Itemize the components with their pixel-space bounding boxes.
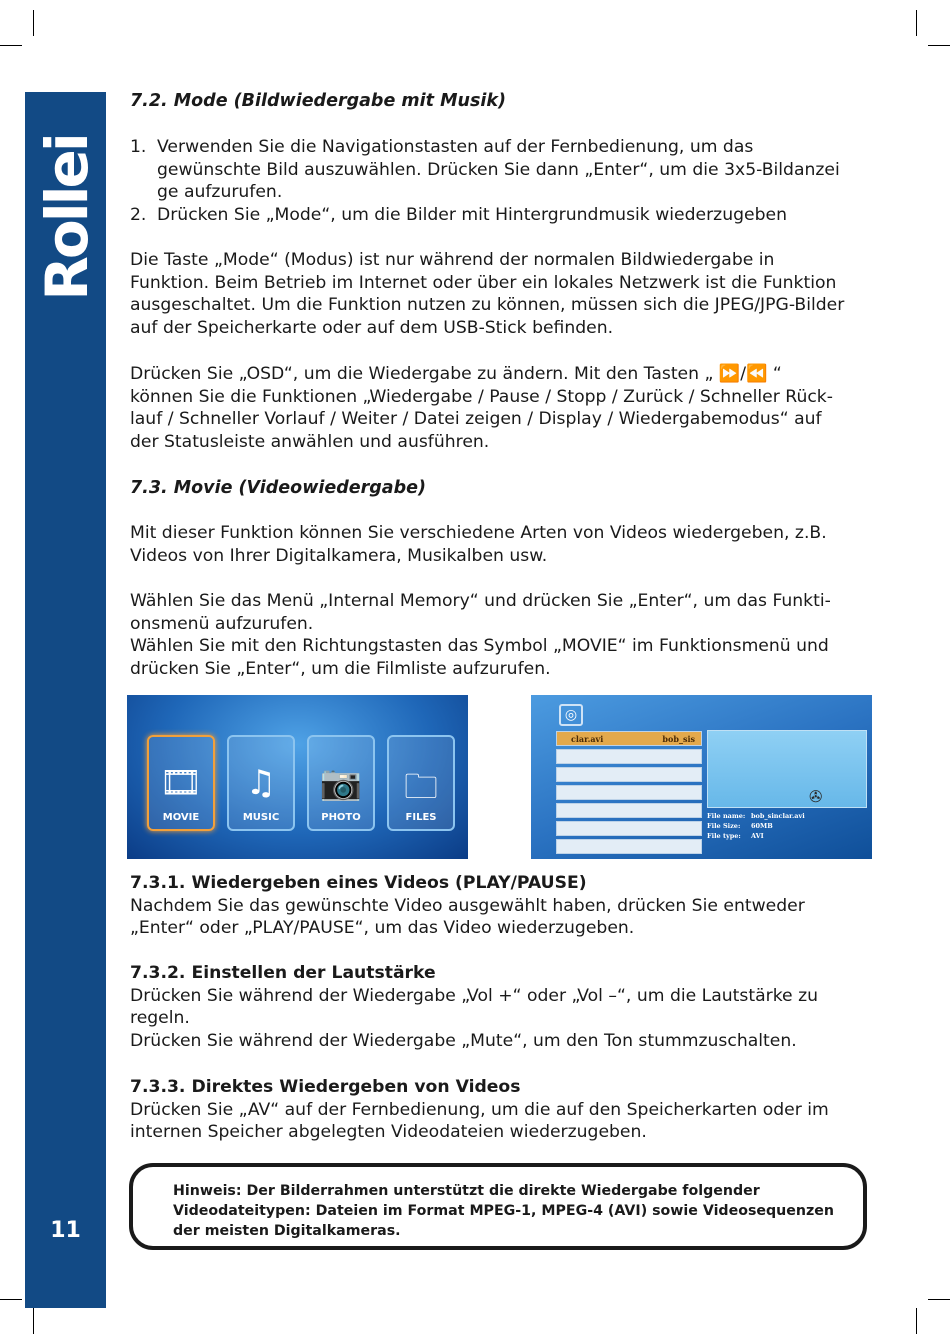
step-list: [130, 136, 880, 227]
list-item: [556, 749, 702, 764]
subsection-heading: 7.3.1. Wiedergeben eines Videos (PLAY/PAUSE): [130, 873, 587, 893]
brand-logo: Rollei: [33, 135, 101, 301]
crop-mark: [0, 45, 22, 46]
film-reel-icon: ◎: [559, 704, 583, 726]
crop-mark: [916, 1308, 917, 1334]
section-heading: 7.3. Movie (Videowiedergabe): [130, 478, 426, 498]
function-menu-screenshot: [127, 695, 468, 859]
film-reel-icon: 🎞: [159, 763, 203, 803]
section-heading: 7.2. Mode (Bildwiedergabe mit Musik): [130, 91, 507, 111]
hint-text: Hinweis: Der Bilderrahmen unterstützt die direkte Wiedergabe folgender Videodateitypen: Dateien im Format MPEG-1, MPEG-4 (AVI) sowie Videosequenzen der meisten Digitalkameras.: [173, 1183, 834, 1239]
list-item: 2. Drücken Sie „Mode“, um die Bilder mit Hintergrundmusik wiederzugeben: [130, 205, 787, 226]
menu-item-music: ♫ MUSIC: [227, 735, 295, 831]
paragraph: Wählen Sie das Menü „Internal Memory“ und drücken Sie „Enter“, um das Funkti- onsmenü aufzurufen. Wählen Sie mit den Richtungstasten das Symbol „MOVIE“ im Funktionsmenü und drücken Sie „Enter“, um die Filmliste aufzurufen.: [130, 591, 831, 680]
music-notes-icon: ♫: [245, 763, 277, 803]
list-item: [556, 839, 702, 854]
list-item: 1. Verwenden Sie die Navigationstasten auf der Fernbedienung, um das gewünschte Bild auszuwählen. Drücken Sie dann „Enter“, um die 3x5-Bildanzei ge aufzurufen.: [130, 137, 840, 203]
subsection-heading: 7.3.2. Einstellen der Lautstärke: [130, 963, 436, 983]
subsection: 7.3.3. Direktes Wiedergeben von Videos Drücken Sie „AV“ auf der Fernbedienung, um die auf den Speicherkarten oder im internen Speicher abgelegten Videodateien wiederzugeben.: [130, 1076, 880, 1144]
crop-mark: [916, 10, 917, 36]
subsection-heading: 7.3.3. Direktes Wiedergeben von Videos: [130, 1077, 521, 1097]
movie-list-screenshot: [531, 695, 872, 859]
subsection: 7.3.2. Einstellen der Lautstärke Drücken Sie während der Wiedergabe „Vol +“ oder „Vol –“, um die Lautstärke zu regeln. Drücken Sie während der Wiedergabe „Mute“, um den Ton stummzuschalten.: [130, 962, 880, 1053]
page-number: 11: [50, 1218, 81, 1243]
camera-icon: 📷: [319, 763, 363, 803]
crop-mark: [33, 10, 34, 36]
crop-mark: [928, 45, 950, 46]
menu-item-movie: 🎞 MOVIE: [147, 735, 215, 831]
crop-mark: [33, 1308, 34, 1334]
file-info: File name: bob_sinclar.avi File Size: 60MB File type: AVI: [707, 812, 805, 840]
list-item: [556, 785, 702, 800]
list-item: [556, 821, 702, 836]
list-item: clar.avi bob_sis: [556, 731, 702, 746]
subsection: 7.3.1. Wiedergeben eines Videos (PLAY/PAUSE) Nachdem Sie das gewünschte Video ausgewählt haben, drücken Sie entweder „Enter“ oder „PLAY/PAUSE“, um das Video wiederzugeben.: [130, 872, 880, 940]
hint-box: [129, 1163, 867, 1250]
paragraph: Die Taste „Mode“ (Modus) ist nur während der normalen Bildwiedergabe in Funktion. Beim Betrieb im Internet oder über ein lokales Netzwerk ist die Funktion ausgeschaltet. Um die Funktion nutzen zu können, müssen sich die JPEG/JPG-Bilder auf der Speicherkarte oder auf dem USB-Stick befinden.: [130, 250, 845, 339]
paragraph: Drücken Sie „OSD“, um die Wiedergabe zu ändern. Mit den Tasten „ ⏩/⏪ “ können Sie die Funktionen „Wiedergabe / Pause / Stopp / Zurück / Schneller Rück- lauf / Schneller Vorlauf / Weiter / Datei zeigen / Display / Wiedergabemodus“ auf der Statusleiste anwählen und ausführen.: [130, 364, 833, 453]
crop-mark: [0, 1299, 22, 1300]
preview-pane: [707, 730, 867, 808]
menu-item-files: 🗀 FILES: [387, 735, 455, 831]
film-reel-icon: ✇: [809, 787, 823, 806]
paragraph: Mit dieser Funktion können Sie verschiedene Arten von Videos wiedergeben, z.B. Videos von Ihrer Digitalkamera, Musikalben usw.: [130, 523, 827, 566]
file-list: [556, 731, 702, 857]
list-item: [556, 803, 702, 818]
list-item: [556, 767, 702, 782]
menu-item-photo: 📷 PHOTO: [307, 735, 375, 831]
folder-icon: 🗀: [404, 767, 438, 807]
crop-mark: [928, 1299, 950, 1300]
